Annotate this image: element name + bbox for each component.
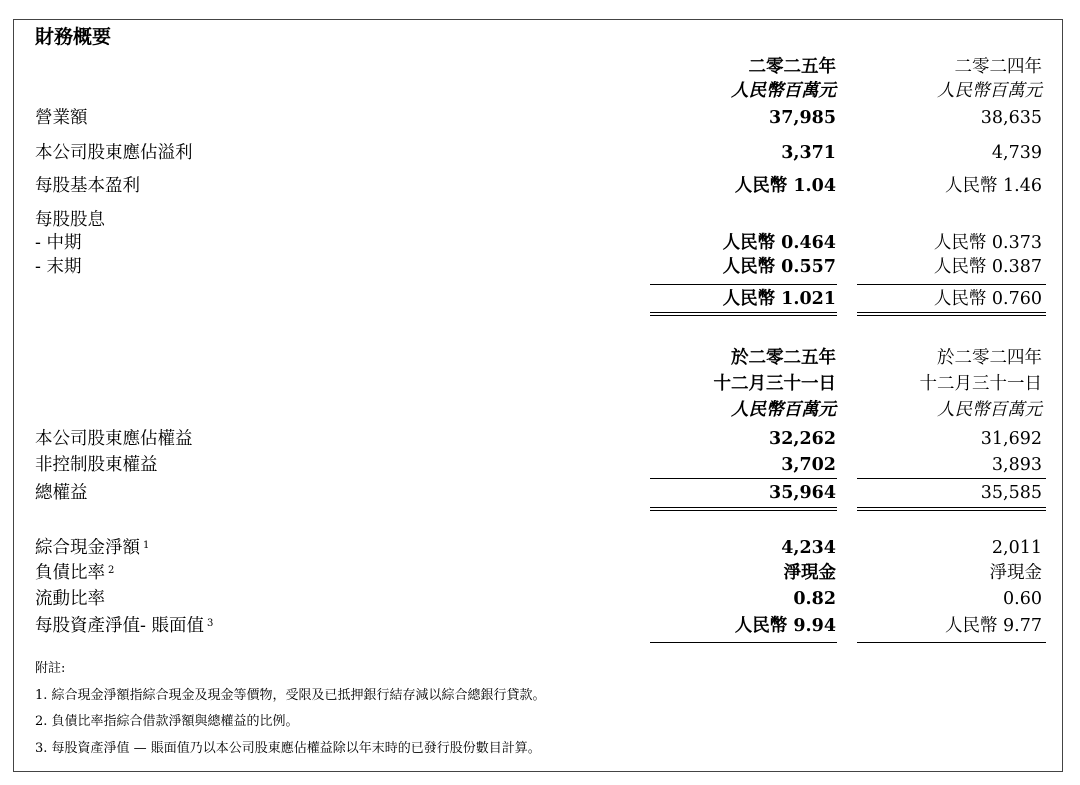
note-3: 3. 每股資產淨值 — 賬面值乃以本公司股東應佔權益除以年末時的已發行股份數目計算。	[35, 741, 541, 756]
row-label-final: - 末期	[35, 257, 82, 277]
equity-owners-2024: 31,692	[980, 429, 1042, 449]
row-label-nav: 每股資產淨值- 賬面值 $^3$	[35, 616, 214, 636]
col1-unit-header: 人民幣百萬元	[731, 81, 836, 101]
gearing-2025: 淨現金	[783, 563, 836, 583]
total-equity-2024: 35,585	[980, 483, 1042, 503]
note-2: 2. 負債比率指綜合借款淨額與總權益的比例。	[35, 714, 299, 729]
current-ratio-2025: 0.82	[793, 589, 836, 609]
col1-unit-header-2: 人民幣百萬元	[731, 400, 836, 420]
section-title: 財務概要	[35, 26, 112, 48]
total-double-rule-col2	[857, 312, 1046, 316]
current-ratio-2024: 0.60	[1003, 589, 1042, 609]
profit-2025: 3,371	[781, 143, 836, 163]
final-2025: 人民幣 0.557	[722, 257, 836, 277]
col2-unit-header-2: 人民幣百萬元	[937, 400, 1042, 420]
dps-total-2025: 人民幣 1.021	[722, 289, 836, 309]
row-label-equity-owners: 本公司股東應佔權益	[35, 429, 193, 449]
col1-date-header-line2: 十二月三十一日	[713, 374, 836, 394]
footnote-ref-2: 2	[108, 565, 115, 576]
total-double-rule-col1	[650, 312, 837, 316]
equity-rule-col2	[857, 478, 1046, 479]
final-2024: 人民幣 0.387	[933, 257, 1042, 277]
row-label-revenue: 營業額	[35, 108, 88, 128]
row-label-current-ratio: 流動比率	[35, 589, 105, 609]
net-cash-2025: 4,234	[781, 538, 836, 558]
col2-unit-header: 人民幣百萬元	[937, 81, 1042, 101]
row-label-eps: 每股基本盈利	[35, 176, 140, 196]
revenue-2024: 38,635	[980, 108, 1042, 128]
nav-rule-col1	[650, 642, 837, 643]
interim-2025: 人民幣 0.464	[722, 233, 836, 253]
notes-heading: 附註:	[35, 661, 66, 676]
equity-owners-2025: 32,262	[769, 429, 836, 449]
row-label-gearing: 負債比率 $^2$	[35, 563, 115, 583]
col2-date-header-line2: 十二月三十一日	[919, 374, 1042, 394]
nci-2025: 3,702	[781, 455, 836, 475]
gearing-2024: 淨現金	[989, 563, 1042, 583]
dps-total-2024: 人民幣 0.760	[933, 289, 1042, 309]
nci-2024: 3,893	[991, 455, 1042, 475]
financial-summary-panel	[13, 19, 1063, 772]
nav-2024: 人民幣 9.77	[944, 616, 1042, 636]
total-equity-2025: 35,964	[769, 483, 836, 503]
footnote-ref-3: 3	[206, 618, 214, 629]
footnote-ref-1: 1	[143, 540, 150, 551]
col1-date-header-line1: 於二零二五年	[731, 348, 836, 368]
col2-year-header: 二零二四年	[954, 57, 1042, 77]
note-1: 1. 綜合現金淨額指綜合現金及現金等價物，受限及已抵押銀行結存減以綜合總銀行貸款。	[35, 688, 546, 703]
equity-double-rule-col2	[857, 507, 1046, 511]
interim-2024: 人民幣 0.373	[933, 233, 1042, 253]
subtotal-rule-col2	[857, 284, 1046, 285]
eps-2025: 人民幣 1.04	[734, 176, 836, 196]
equity-rule-col1	[650, 478, 837, 479]
net-cash-2024: 2,011	[991, 538, 1042, 558]
profit-2024: 4,739	[991, 143, 1042, 163]
subtotal-rule-col1	[650, 284, 837, 285]
equity-double-rule-col1	[650, 507, 837, 511]
row-label-dps: 每股股息	[35, 210, 105, 230]
row-label-net-cash: 綜合現金淨額 $^1$	[35, 538, 150, 558]
nav-rule-col2	[857, 642, 1046, 643]
revenue-2025: 37,985	[769, 108, 836, 128]
row-label-profit: 本公司股東應佔溢利	[35, 143, 193, 163]
row-label-total-equity: 總權益	[35, 483, 88, 503]
nav-2025: 人民幣 9.94	[734, 616, 836, 636]
row-label-nci: 非控制股東權益	[35, 455, 158, 475]
row-label-interim: - 中期	[35, 233, 82, 253]
eps-2024: 人民幣 1.46	[944, 176, 1042, 196]
col1-year-header: 二零二五年	[748, 57, 836, 77]
col2-date-header-line1: 於二零二四年	[937, 348, 1042, 368]
